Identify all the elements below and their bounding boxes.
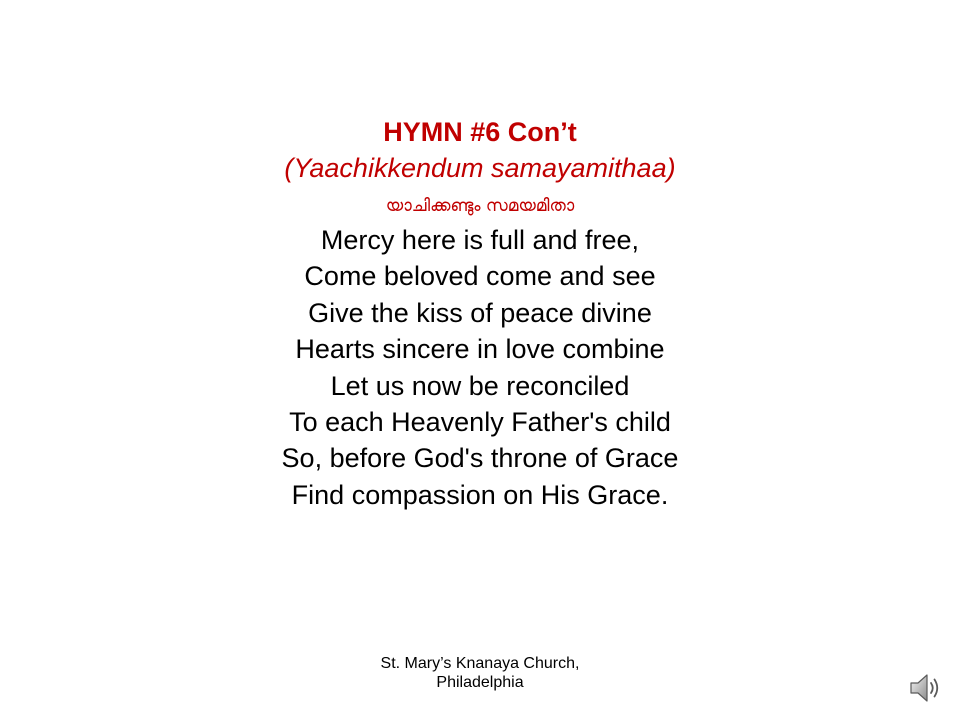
lyrics — [0, 222, 960, 513]
hymn-subtitle: (Yaachikkendum samayamithaa) — [284, 153, 676, 183]
lyric-line: Mercy here is full and free, — [320, 225, 640, 255]
speaker-icon-graphic — [908, 671, 942, 705]
speaker-icon[interactable] — [908, 671, 942, 705]
lyric-line: Find compassion on His Grace. — [291, 479, 669, 510]
slide-footer — [330, 654, 630, 692]
malayalam-title: യാചിക്കണ്ടും സമയമിതാ — [385, 196, 575, 216]
lyric-line: Let us now be reconciled — [330, 370, 630, 401]
hymn-title: HYMN #6 Con’t — [383, 117, 577, 147]
slide-content — [0, 112, 960, 513]
lyric-line: Hearts sincere in love combine — [295, 334, 665, 365]
lyric-line: To each Heavenly Father's child — [289, 407, 671, 438]
footer-city: Philadelphia — [436, 674, 524, 691]
footer-church-name: St. Mary’s Knanaya Church, — [380, 655, 580, 672]
lyric-line: So, before God's throne of Grace — [281, 443, 679, 474]
lyric-line: Give the kiss of peace divine — [308, 297, 652, 328]
lyric-line: Come beloved come and see — [304, 261, 656, 292]
